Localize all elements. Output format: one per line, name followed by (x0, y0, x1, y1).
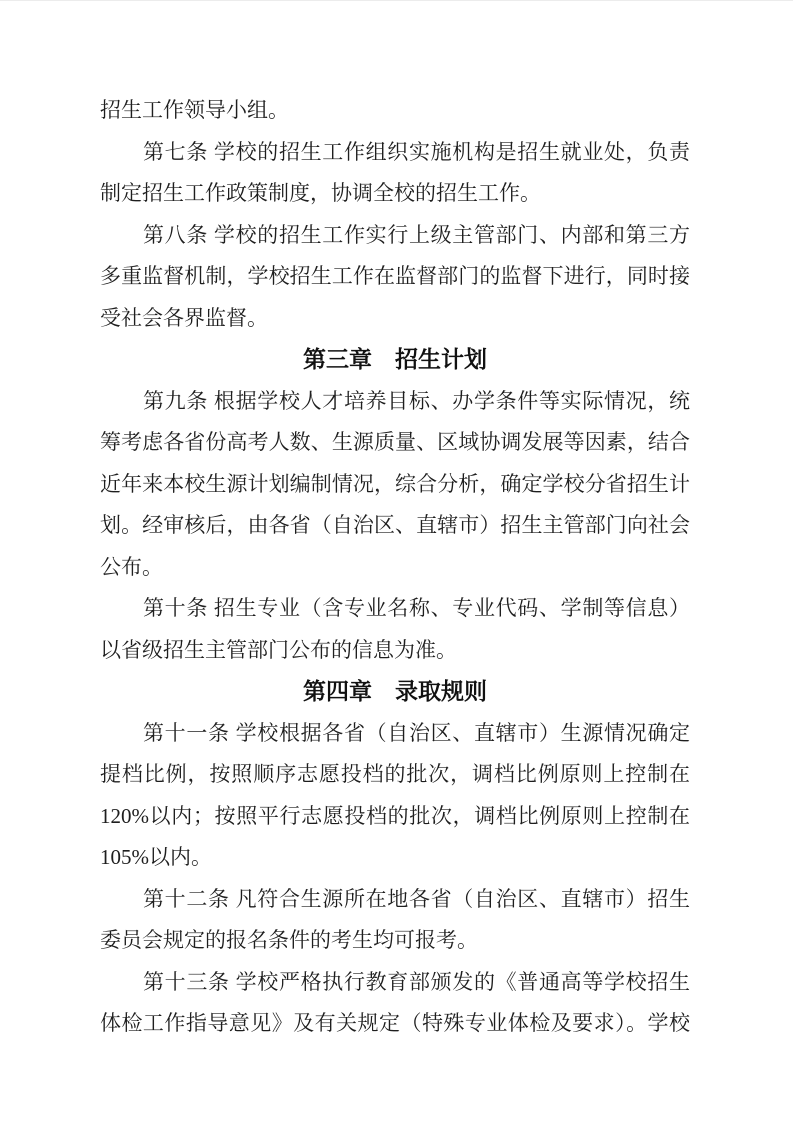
body-line: 体检工作指导意见》及有关规定（特殊专业体检及要求）。学校 (100, 1011, 690, 1035)
body-line: 第十三条 学校严格执行教育部颁发的《普通高等学校招生 (143, 969, 690, 994)
body-line: 筹考虑各省份高考人数、生源质量、区域协调发展等因素，结合 (100, 430, 690, 454)
body-line: 招生工作领导小组。 (100, 98, 289, 122)
body-line: 第九条 根据学校人才培养目标、办学条件等实际情况，统 (143, 388, 690, 413)
body-line: 近年来本校生源计划编制情况，综合分析，确定学校分省招生计 (100, 471, 690, 496)
body-line: 划。经审核后，由各省（自治区、直辖市）招生主管部门向社会 (100, 513, 690, 537)
body-line: 第八条 学校的招生工作实行上级主管部门、内部和第三方 (143, 222, 690, 247)
body-line: 第十一条 学校根据各省（自治区、直辖市）生源情况确定 (143, 720, 690, 745)
body-line: 第十条 招生专业（含专业名称、专业代码、学制等信息） (143, 596, 690, 620)
body-line: 105%以内。 (100, 845, 212, 869)
chapter-heading: 第四章 录取规则 (303, 678, 487, 704)
body-line: 提档比例，按照顺序志愿投档的批次，调档比例原则上控制在 (100, 762, 690, 786)
document-content (100, 90, 690, 1045)
body-line: 以省级招生主管部门公布的信息为准。 (100, 637, 457, 662)
body-line: 第十二条 凡符合生源所在地各省（自治区、直辖市）招生 (143, 886, 690, 911)
chapter-heading: 第三章 招生计划 (303, 346, 487, 372)
body-line: 制定招生工作政策制度，协调全校的招生工作。 (100, 181, 541, 205)
body-line: 第七条 学校的招生工作组织实施机构是招生就业处，负责 (143, 139, 690, 164)
body-line: 委员会规定的报名条件的考生均可报考。 (100, 928, 478, 952)
body-line: 120%以内；按照平行志愿投档的批次，调档比例原则上控制在 (100, 803, 690, 828)
body-line: 公布。 (100, 554, 163, 579)
body-line: 多重监督机制，学校招生工作在监督部门的监督下进行，同时接 (100, 264, 690, 288)
body-line: 受社会各界监督。 (100, 305, 268, 330)
